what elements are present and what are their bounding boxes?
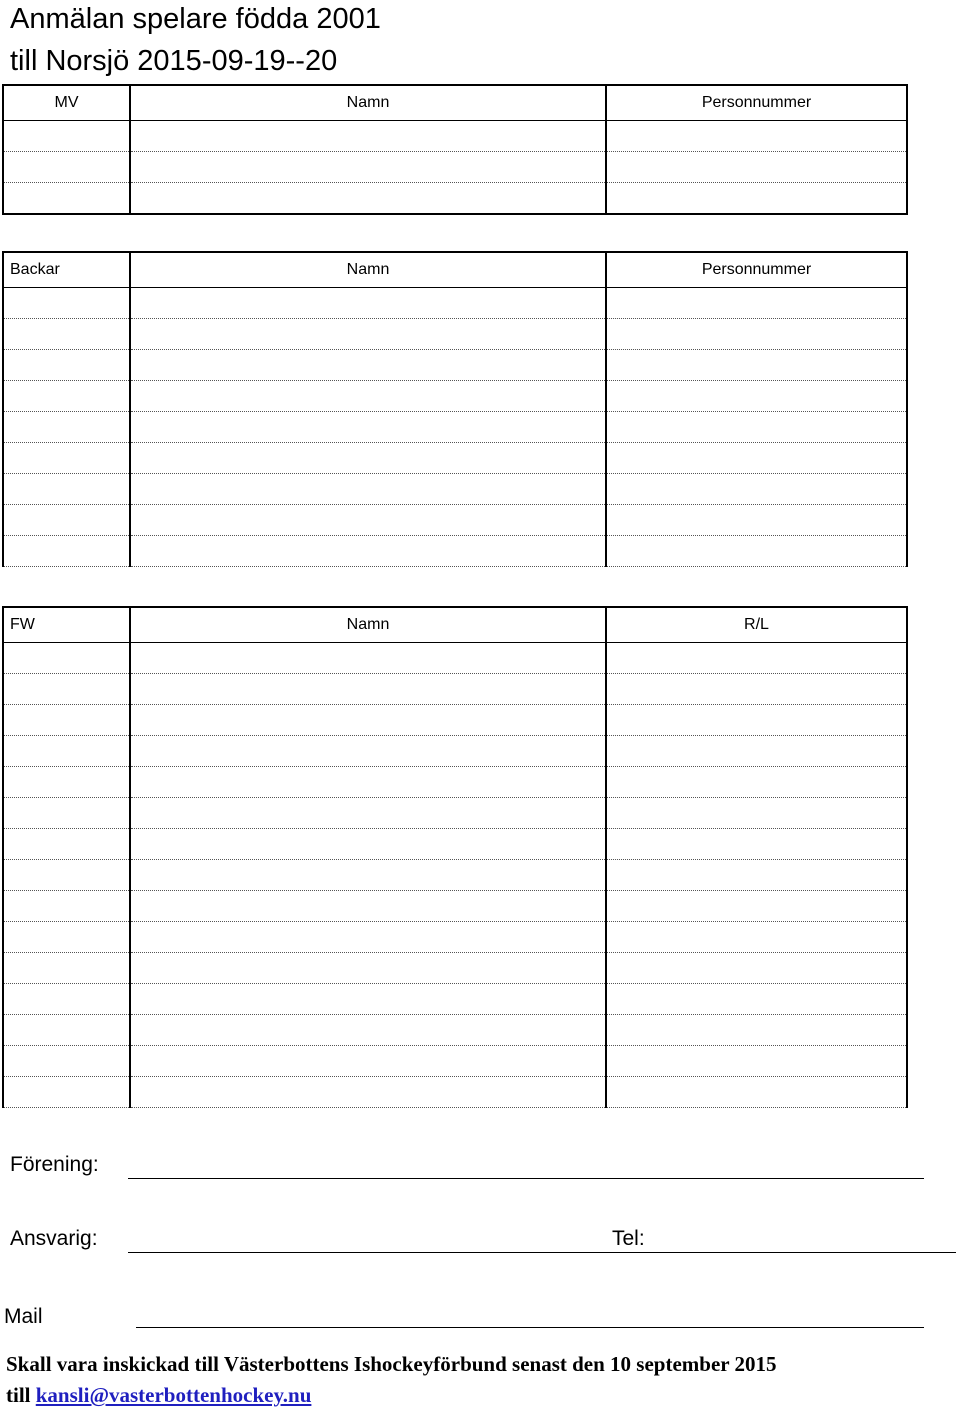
- value-cell[interactable]: [606, 350, 907, 381]
- position-cell[interactable]: [3, 705, 130, 736]
- name-cell[interactable]: [130, 412, 606, 443]
- name-cell[interactable]: [130, 350, 606, 381]
- club-field[interactable]: [128, 1178, 924, 1179]
- value-cell[interactable]: [606, 891, 907, 922]
- value-cell[interactable]: [606, 1077, 907, 1108]
- table-row: [3, 705, 907, 736]
- position-cell[interactable]: [3, 736, 130, 767]
- table-row: [3, 1015, 907, 1046]
- table-row: [3, 381, 907, 412]
- value-cell[interactable]: [606, 643, 907, 674]
- table-row: [3, 412, 907, 443]
- name-cell[interactable]: [130, 183, 606, 215]
- name-cell[interactable]: [130, 1015, 606, 1046]
- value-cell[interactable]: [606, 1046, 907, 1077]
- position-header: MV: [3, 85, 130, 121]
- position-cell[interactable]: [3, 643, 130, 674]
- position-cell[interactable]: [3, 1077, 130, 1108]
- responsible-field[interactable]: [128, 1252, 598, 1253]
- table-row: [3, 674, 907, 705]
- name-cell[interactable]: [130, 891, 606, 922]
- phone-label: Tel:: [612, 1227, 645, 1250]
- value-cell[interactable]: [606, 1015, 907, 1046]
- position-header: Backar: [3, 252, 130, 288]
- name-cell[interactable]: [130, 736, 606, 767]
- value-cell[interactable]: [606, 152, 907, 183]
- name-cell[interactable]: [130, 705, 606, 736]
- club-label: Förening:: [10, 1153, 99, 1176]
- name-cell[interactable]: [130, 505, 606, 536]
- value-cell[interactable]: [606, 798, 907, 829]
- name-cell[interactable]: [130, 922, 606, 953]
- page-title: Anmälan spelare födda 2001: [10, 3, 381, 35]
- table-row: [3, 319, 907, 350]
- forwards-table: [2, 606, 908, 1108]
- name-header: Namn: [130, 607, 606, 643]
- personal-number-header: Personnummer: [606, 252, 907, 288]
- name-cell[interactable]: [130, 953, 606, 984]
- value-cell[interactable]: [606, 705, 907, 736]
- table-row: [3, 183, 907, 215]
- table-row: [3, 1046, 907, 1077]
- mail-field[interactable]: [136, 1327, 924, 1328]
- table-header-row: [3, 85, 907, 121]
- value-cell[interactable]: [606, 288, 907, 319]
- submission-address-prefix: till: [6, 1383, 36, 1407]
- value-cell[interactable]: [606, 505, 907, 536]
- value-cell[interactable]: [606, 984, 907, 1015]
- position-header: FW: [3, 607, 130, 643]
- value-cell[interactable]: [606, 860, 907, 891]
- table-row: [3, 767, 907, 798]
- table-row: [3, 288, 907, 319]
- name-cell[interactable]: [130, 798, 606, 829]
- name-cell[interactable]: [130, 443, 606, 474]
- submission-address: [6, 1381, 311, 1409]
- table-row: [3, 891, 907, 922]
- name-cell[interactable]: [130, 121, 606, 152]
- value-cell[interactable]: [606, 767, 907, 798]
- table-header-row: [3, 252, 907, 288]
- value-cell[interactable]: [606, 922, 907, 953]
- value-cell[interactable]: [606, 412, 907, 443]
- value-cell[interactable]: [606, 443, 907, 474]
- position-cell[interactable]: [3, 953, 130, 984]
- position-cell[interactable]: [3, 443, 130, 474]
- table-row: [3, 474, 907, 505]
- position-cell[interactable]: [3, 474, 130, 505]
- position-cell[interactable]: [3, 1046, 130, 1077]
- table-row: [3, 984, 907, 1015]
- value-cell[interactable]: [606, 736, 907, 767]
- position-cell[interactable]: [3, 891, 130, 922]
- name-cell[interactable]: [130, 984, 606, 1015]
- position-cell[interactable]: [3, 350, 130, 381]
- name-cell[interactable]: [130, 152, 606, 183]
- name-cell[interactable]: [130, 767, 606, 798]
- name-cell[interactable]: [130, 381, 606, 412]
- name-cell[interactable]: [130, 1046, 606, 1077]
- position-cell[interactable]: [3, 505, 130, 536]
- name-header: Namn: [130, 85, 606, 121]
- position-cell[interactable]: [3, 288, 130, 319]
- name-cell[interactable]: [130, 860, 606, 891]
- value-cell[interactable]: [606, 319, 907, 350]
- value-cell[interactable]: [606, 381, 907, 412]
- position-cell[interactable]: [3, 767, 130, 798]
- position-cell[interactable]: [3, 984, 130, 1015]
- page-subtitle: till Norsjö 2015-09-19--20: [10, 45, 338, 77]
- position-cell[interactable]: [3, 674, 130, 705]
- name-cell[interactable]: [130, 536, 606, 567]
- table-row: [3, 350, 907, 381]
- value-cell[interactable]: [606, 953, 907, 984]
- name-cell[interactable]: [130, 674, 606, 705]
- phone-field[interactable]: [598, 1252, 956, 1253]
- table-row: [3, 736, 907, 767]
- personal-number-header: Personnummer: [606, 85, 907, 121]
- value-cell[interactable]: [606, 674, 907, 705]
- name-cell[interactable]: [130, 829, 606, 860]
- value-cell[interactable]: [606, 183, 907, 215]
- name-cell[interactable]: [130, 288, 606, 319]
- goalkeepers-table: [2, 84, 908, 215]
- submission-notice: Skall vara inskickad till Västerbottens Ishockeyförbund senast den 10 september 2015: [6, 1352, 777, 1376]
- position-cell[interactable]: [3, 829, 130, 860]
- table-row: [3, 1077, 907, 1108]
- position-cell[interactable]: [3, 412, 130, 443]
- table-row: [3, 953, 907, 984]
- name-cell[interactable]: [130, 474, 606, 505]
- name-cell[interactable]: [130, 643, 606, 674]
- name-cell[interactable]: [130, 319, 606, 350]
- position-cell[interactable]: [3, 152, 130, 183]
- table-row: [3, 443, 907, 474]
- position-cell[interactable]: [3, 381, 130, 412]
- name-cell[interactable]: [130, 1077, 606, 1108]
- email-link[interactable]: kansli@vasterbottenhockey.nu: [35, 1383, 312, 1407]
- value-cell[interactable]: [606, 536, 907, 567]
- table-row: [3, 922, 907, 953]
- value-cell[interactable]: [606, 121, 907, 152]
- table-row: [3, 798, 907, 829]
- value-cell[interactable]: [606, 829, 907, 860]
- table-row: [3, 536, 907, 567]
- value-cell[interactable]: [606, 474, 907, 505]
- position-cell[interactable]: [3, 1015, 130, 1046]
- position-cell[interactable]: [3, 860, 130, 891]
- defenders-table: [2, 251, 908, 567]
- table-row: [3, 829, 907, 860]
- position-cell[interactable]: [3, 922, 130, 953]
- responsible-label: Ansvarig:: [10, 1227, 98, 1250]
- position-cell[interactable]: [3, 183, 130, 215]
- position-cell[interactable]: [3, 319, 130, 350]
- table-row: [3, 152, 907, 183]
- name-header: Namn: [130, 252, 606, 288]
- table-row: [3, 860, 907, 891]
- table-header-row: [3, 607, 907, 643]
- table-row: [3, 121, 907, 152]
- table-row: [3, 643, 907, 674]
- position-cell[interactable]: [3, 798, 130, 829]
- handedness-header: R/L: [606, 607, 907, 643]
- table-row: [3, 505, 907, 536]
- position-cell[interactable]: [3, 536, 130, 567]
- mail-label: Mail: [4, 1305, 43, 1328]
- position-cell[interactable]: [3, 121, 130, 152]
